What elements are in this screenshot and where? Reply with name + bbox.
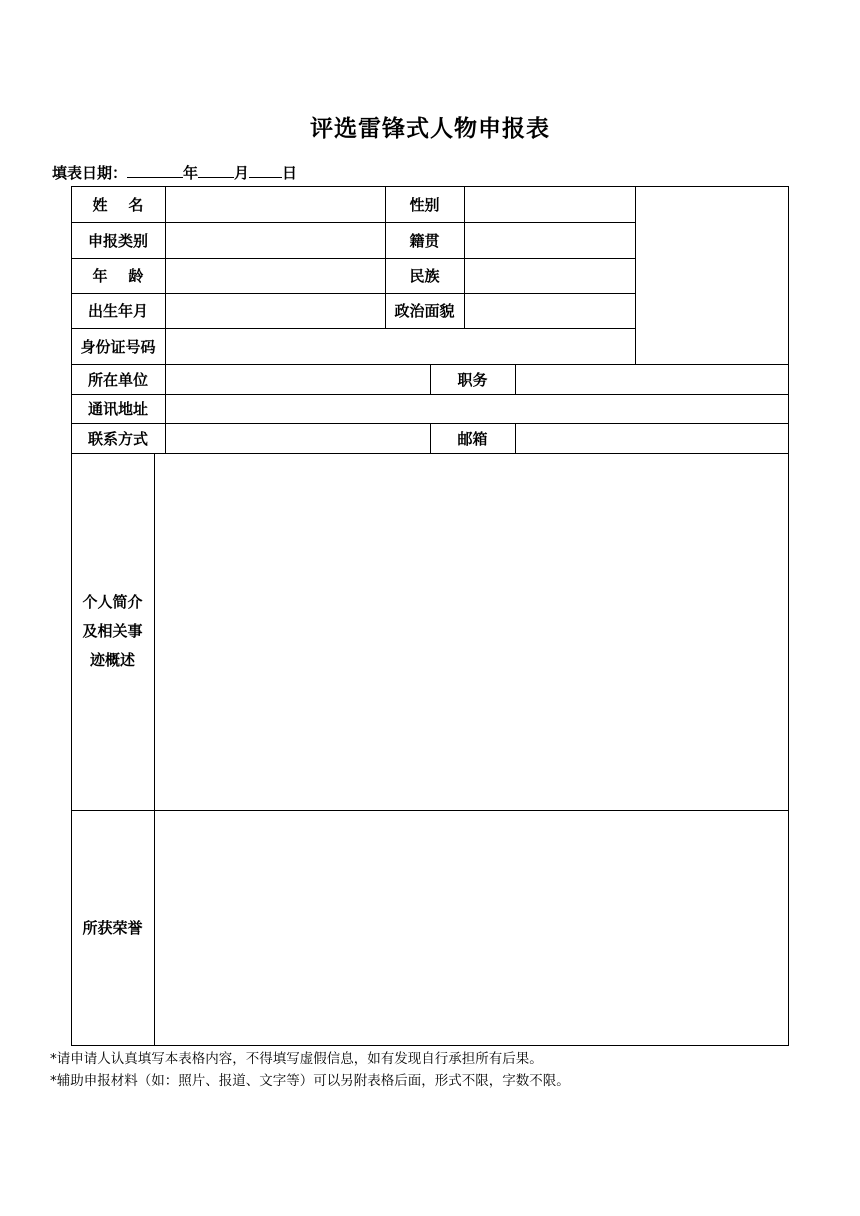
employer-label: 所在单位 bbox=[87, 370, 148, 389]
political-status-field[interactable] bbox=[465, 294, 635, 328]
address-field[interactable] bbox=[166, 395, 788, 423]
category-label: 申报类别 bbox=[87, 231, 148, 250]
political-status-label: 政治面貌 bbox=[394, 302, 455, 320]
honors-field[interactable] bbox=[155, 811, 788, 1045]
honors-label: 所获荣誉 bbox=[82, 919, 143, 937]
bio-label-line: 个人简介 bbox=[82, 593, 143, 611]
category-field[interactable] bbox=[166, 223, 385, 258]
footnote: *请申请人认真填写本表格内容，不得填写虚假信息，如有发现自行承担所有后果。 bbox=[50, 1051, 543, 1067]
name-field[interactable] bbox=[166, 187, 385, 222]
contact-label: 联系方式 bbox=[87, 429, 148, 448]
table-border-right bbox=[788, 186, 789, 1046]
year-label: 年 bbox=[183, 164, 199, 182]
birth-date-field[interactable] bbox=[166, 294, 385, 328]
table-border-bottom bbox=[71, 1045, 789, 1046]
gender-label: 性别 bbox=[409, 195, 440, 214]
day-label: 日 bbox=[282, 164, 298, 182]
bio-field[interactable] bbox=[155, 454, 788, 810]
bio-label bbox=[71, 453, 154, 810]
employer-field[interactable] bbox=[166, 365, 430, 394]
address-label: 通讯地址 bbox=[87, 400, 148, 418]
fill-date-label: 填表日期： bbox=[52, 164, 128, 182]
id-number-field[interactable] bbox=[166, 329, 635, 364]
age-label: 年 龄 bbox=[92, 267, 144, 285]
page-title: 评选雷锋式人物申报表 bbox=[310, 116, 550, 142]
footnote: *辅助申报材料（如：照片、报道、文字等）可以另附表格后面，形式不限，字数不限。 bbox=[50, 1073, 570, 1089]
month-label: 月 bbox=[234, 164, 250, 182]
bio-label-line: 及相关事 bbox=[82, 622, 143, 640]
email-label: 邮箱 bbox=[457, 429, 488, 448]
photo-cell[interactable] bbox=[636, 187, 788, 364]
native-place-field[interactable] bbox=[465, 223, 635, 258]
email-field[interactable] bbox=[516, 424, 788, 453]
native-place-label: 籍贯 bbox=[409, 231, 440, 250]
ethnicity-field[interactable] bbox=[465, 259, 635, 293]
contact-field[interactable] bbox=[166, 424, 430, 453]
id-number-label: 身份证号码 bbox=[80, 337, 156, 356]
name-label: 姓 名 bbox=[92, 195, 144, 214]
position-field[interactable] bbox=[516, 365, 788, 394]
bio-label-line: 迹概述 bbox=[89, 651, 135, 669]
position-label: 职务 bbox=[457, 370, 488, 389]
birth-date-label: 出生年月 bbox=[87, 302, 148, 320]
ethnicity-label: 民族 bbox=[409, 267, 440, 285]
age-field[interactable] bbox=[166, 259, 385, 293]
gender-field[interactable] bbox=[465, 187, 635, 222]
